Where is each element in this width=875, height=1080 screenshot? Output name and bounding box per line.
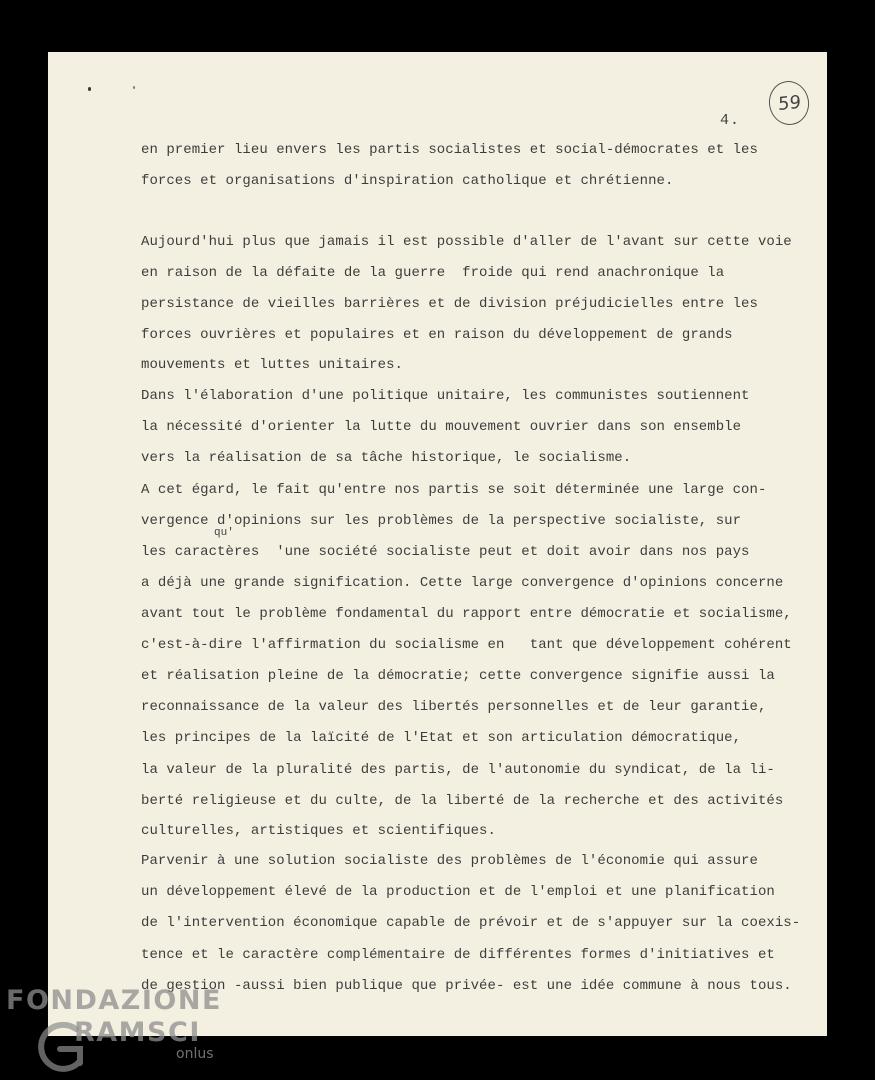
text-line: Dans l'élaboration d'une politique unitaire, les communistes soutiennent — [141, 388, 750, 404]
text-line: la nécessité d'orienter la lutte du mouvement ouvrier dans son ensemble — [141, 419, 742, 435]
text-line: mouvements et luttes unitaires. — [141, 357, 403, 373]
paper-speck — [133, 86, 135, 89]
text-line: reconnaissance de la valeur des libertés personnelles et de leur garantie, — [141, 699, 767, 715]
text-line: persistance de vieilles barrières et de division préjudicielles entre les — [141, 296, 758, 312]
text-line: forces et organisations d'inspiration catholique et chrétienne. — [141, 173, 674, 189]
text-line: vergence d'opinions sur les problèmes de la perspective socialiste, sur — [141, 513, 742, 529]
watermark-title: FONDAZIONE — [6, 985, 222, 1016]
text-line: de l'intervention économique capable de prévoir et de s'appuyer sur la coexis- — [141, 915, 801, 931]
text-line: et réalisation pleine de la démocratie; cette convergence signifie aussi la — [141, 668, 775, 684]
text-line: Parvenir à une solution socialiste des problèmes de l'économie qui assure — [141, 853, 758, 869]
text-line: un développement élevé de la production et de l'emploi et une planification — [141, 884, 775, 900]
text-line: les caractères 'une société socialiste peut et doit avoir dans nos pays — [141, 544, 750, 560]
page-number: 4. — [720, 112, 741, 129]
handwritten-insert: qu' — [214, 527, 234, 539]
watermark-subtitle: RAMSCI — [74, 1017, 201, 1048]
watermark-onlus: onlus — [176, 1046, 214, 1062]
text-line: berté religieuse et du culte, de la liberté de la recherche et des activités — [141, 793, 784, 809]
text-line: c'est-à-dire l'affirmation du socialisme en tant que développement cohérent — [141, 637, 792, 653]
text-line: a déjà une grande signification. Cette large convergence d'opinions concerne — [141, 575, 784, 591]
text-line: la valeur de la pluralité des partis, de l'autonomie du syndicat, de la li- — [141, 762, 775, 778]
text-line: de gestion -aussi bien publique que privée- est une idée commune à nous tous. — [141, 978, 792, 994]
folio-number: 59 — [777, 91, 801, 115]
text-line: Aujourd'hui plus que jamais il est possible d'aller de l'avant sur cette voie — [141, 234, 792, 250]
text-line: en raison de la défaite de la guerre froide qui rend anachronique la — [141, 265, 725, 281]
text-line: en premier lieu envers les partis socialistes et social-démocrates et les — [141, 142, 758, 158]
text-line: A cet égard, le fait qu'entre nos partis se soit déterminée une large con- — [141, 482, 767, 498]
text-line: vers la réalisation de sa tâche historique, le socialisme. — [141, 450, 632, 466]
text-line: les principes de la laïcité de l'Etat et son articulation démocratique, — [141, 730, 742, 746]
text-line: forces ouvrières et populaires et en raison du développement de grands — [141, 327, 733, 343]
paper-speck — [88, 87, 91, 91]
text-line: tence et le caractère complémentaire de différentes formes d'initiatives et — [141, 947, 775, 963]
text-line: culturelles, artistiques et scientifiques. — [141, 823, 496, 839]
text-line: avant tout le problème fondamental du rapport entre démocratie et socialisme, — [141, 606, 792, 622]
